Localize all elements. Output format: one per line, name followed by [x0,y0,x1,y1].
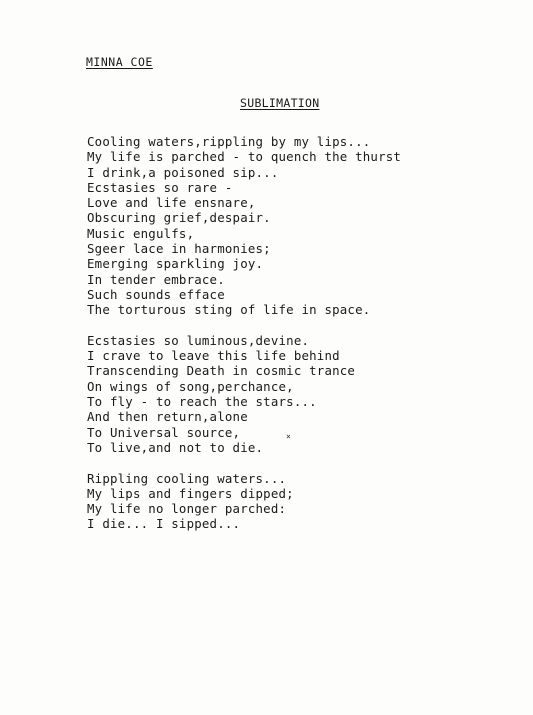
stanza-1 [87,134,401,318]
poem-line: I die... I sipped... [87,516,241,532]
poem-line: The torturous sting of life in space. [87,302,371,318]
poem-line: To fly - to reach the stars... [87,394,317,410]
poem-line: Rippling cooling waters... [87,470,287,486]
poem-line: Cooling waters,rippling by my lips... [87,134,371,149]
poem-line: In tender embrace. [87,271,225,287]
poem-line: On wings of song,perchance, [87,378,294,394]
stray-ink-mark: × [286,432,291,441]
poem-line: My life is parched - to quench the thurst [87,149,402,165]
poem-line: Ecstasies so rare - [87,179,233,195]
poem-line: To Universal source, [87,424,241,440]
poem-title: SUBLIMATION [240,96,320,110]
poem-line: Such sounds efface [87,286,225,302]
poem-line: Ecstasies so luminous,devine. [87,332,310,348]
poem-line: My lips and fingers dipped; [87,485,294,501]
author-name: MINNA COE [86,55,153,69]
poem-line: I drink,a poisoned sip... [87,164,279,180]
stanza-2 [87,333,401,455]
poem-line: Obscuring grief,despair. [87,210,271,226]
poem-line: Music engulfs, [87,225,195,241]
poem-line: Emerging sparkling joy. [87,256,264,272]
poem-line: Love and life ensnare, [87,195,256,211]
poem-line: My life no longer parched: [87,501,287,517]
poem-line: To live,and not to die. [87,439,264,455]
poem-line: Sgeer lace in harmonies; [87,241,271,257]
poem-line: Transcending Death in cosmic trance [87,363,356,379]
poem-line: I crave to leave this life behind [87,348,340,364]
poem-line: And then return,alone [87,409,248,425]
poem-body [87,134,401,547]
stanza-3 [87,471,401,532]
